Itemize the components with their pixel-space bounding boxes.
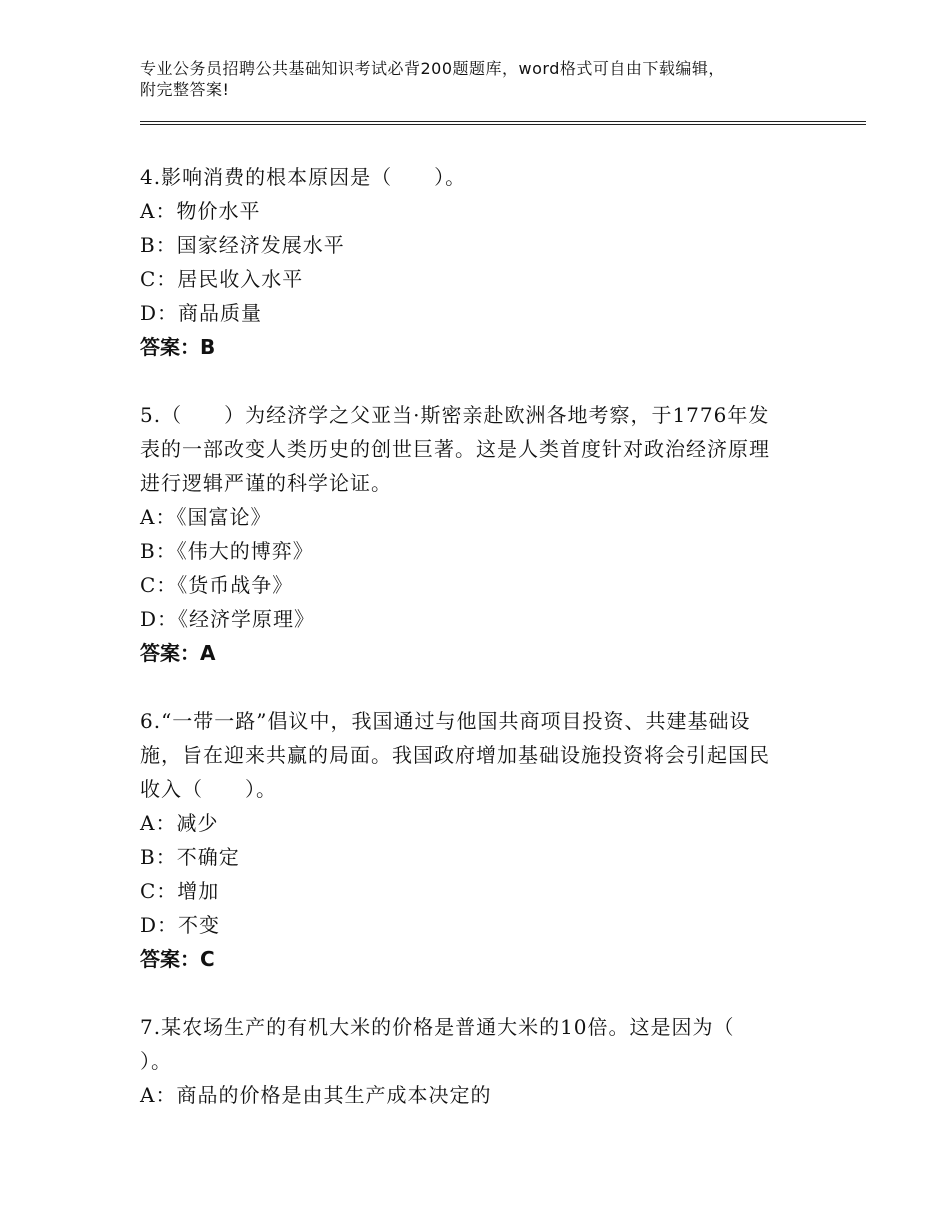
question-stem-line-1: 7.某农场生产的有机大米的价格是普通大米的10倍。这是因为（ [140, 1015, 735, 1039]
question-stem-line-3: 进行逻辑严谨的科学论证。 [140, 471, 392, 495]
answer: 答案：B [140, 335, 216, 359]
option-b: B：不确定 [140, 845, 240, 869]
option-a: A：物价水平 [140, 199, 261, 223]
question-4 [140, 160, 810, 364]
option-d: D：《经济学原理》 [140, 607, 316, 631]
answer: 答案：A [140, 641, 216, 665]
header-rule-bottom [140, 124, 866, 125]
question-stem-line-1: 5.（ ）为经济学之父亚当·斯密亲赴欧洲各地考察，于1776年发 [140, 403, 770, 427]
option-c: C：居民收入水平 [140, 267, 304, 291]
question-stem-line-1: 6.“一带一路”倡议中，我国通过与他国共商项目投资、共建基础设 [140, 709, 751, 733]
option-b: B：国家经济发展水平 [140, 233, 345, 257]
option-d: D：商品质量 [140, 301, 263, 325]
question-stem-line-2: 表的一部改变人类历史的创世巨著。这是人类首度针对政治经济原理 [140, 437, 770, 461]
answer: 答案：C [140, 947, 215, 971]
option-a: A：《国富论》 [140, 505, 272, 529]
question-stem: 4.影响消费的根本原因是（ ）。 [140, 165, 467, 189]
question-6 [140, 704, 810, 976]
document-header [140, 58, 830, 100]
question-stem-line-2: ）。 [140, 1049, 172, 1073]
option-c: C：《货币战争》 [140, 573, 294, 597]
question-stem-line-2: 施，旨在迎来共赢的局面。我国政府增加基础设施投资将会引起国民 [140, 743, 770, 767]
header-line-2: 附完整答案! [140, 80, 230, 99]
question-list [140, 160, 810, 1146]
question-stem-line-3: 收入（ ）。 [140, 777, 277, 801]
option-c: C：增加 [140, 879, 220, 903]
option-b: B：《伟大的博弈》 [140, 539, 314, 563]
question-5 [140, 398, 810, 670]
header-line-1: 专业公务员招聘公共基础知识考试必背200题题库，word格式可自由下载编辑， [140, 59, 725, 78]
header-rule-top [140, 121, 866, 122]
question-7 [140, 1010, 810, 1112]
option-d: D：不变 [140, 913, 221, 937]
option-a: A：减少 [140, 811, 219, 835]
option-a: A：商品的价格是由其生产成本决定的 [140, 1083, 492, 1107]
